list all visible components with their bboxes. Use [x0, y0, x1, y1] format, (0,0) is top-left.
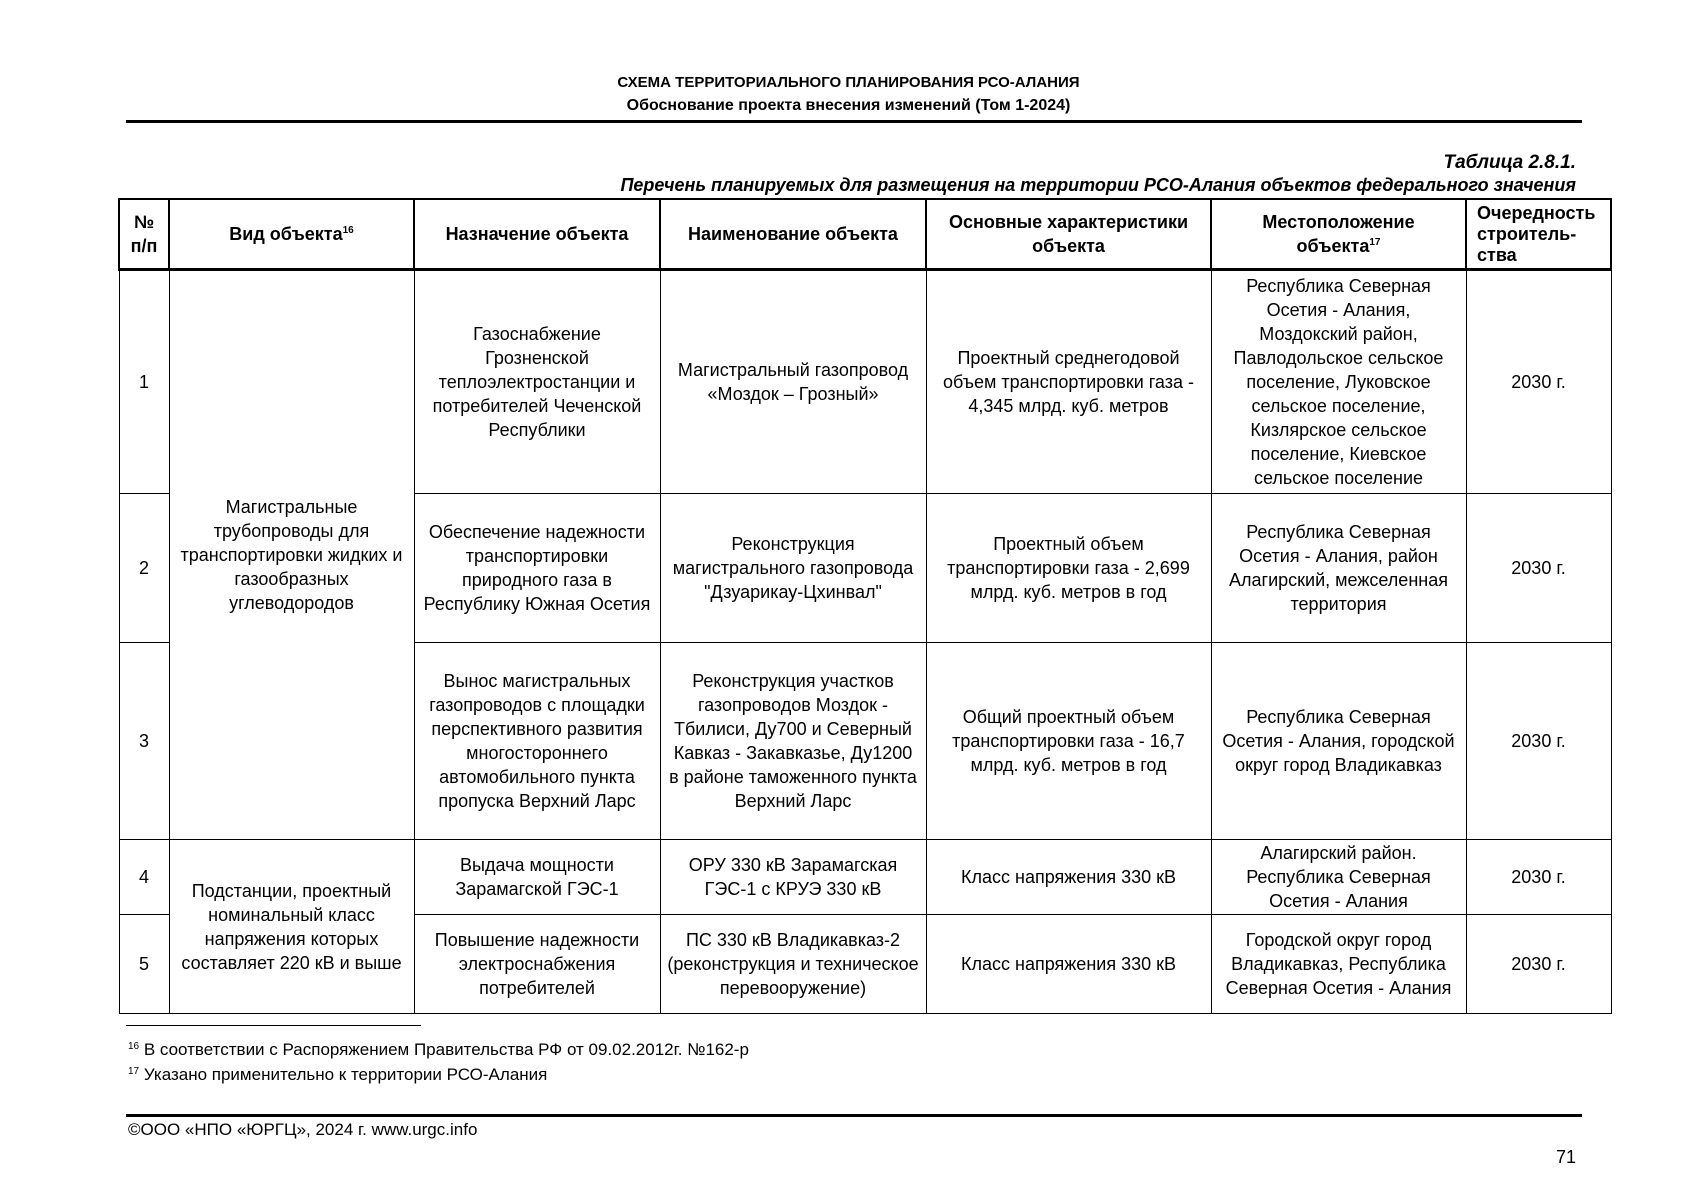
table-row: [119, 270, 1611, 494]
footnote-16: [128, 1040, 749, 1060]
cell-name: ПС 330 кВ Владикавказ-2 (реконструкция и техническое перевооружение): [660, 915, 926, 1014]
page-number: 71: [1555, 1147, 1576, 1167]
table-number: Таблица 2.8.1.: [1443, 152, 1576, 173]
column-header-location-label: Местоположение объекта: [1262, 212, 1415, 256]
cell-name: Реконструкция магистрального газопровода "Дзуарикау-Цхинвал": [660, 494, 926, 643]
cell-characteristics: Проектный среднегодовой объем транспортировки газа - 4,345 млрд. куб. метров: [926, 270, 1211, 494]
cell-characteristics: Проектный объем транспортировки газа - 2,699 млрд. куб. метров в год: [926, 494, 1211, 643]
cell-purpose: Вынос магистральных газопроводов с площадки перспективного развития многостороннего автомобильного пункта пропуска Верхний Ларс: [414, 643, 660, 840]
cell-purpose: Выдача мощности Зарамагской ГЭС-1: [414, 840, 660, 915]
cell-object-type: Магистральные трубопроводы для транспортировки жидких и газообразных углеводородов: [169, 270, 414, 840]
table-header-row: [119, 199, 1611, 270]
cell-characteristics: Общий проектный объем транспортировки газа - 16,7 млрд. куб. метров в год: [926, 643, 1211, 840]
cell-location: Республика Северная Осетия - Алания, район Алагирский, межселенная территория: [1211, 494, 1466, 643]
footer-divider: [126, 1114, 1582, 1117]
footnote-17: [128, 1065, 547, 1085]
table-row: [119, 840, 1611, 915]
column-header-type: [169, 199, 414, 270]
cell-location: Алагирский район. Республика Северная Осетия - Алания: [1211, 840, 1466, 915]
footer-copyright: ©ООО «НПО «ЮРГЦ», 2024 г. www.urgc.info: [128, 1120, 478, 1139]
cell-number: 2: [119, 494, 169, 643]
column-header-location: [1211, 199, 1466, 270]
cell-name: Магистральный газопровод «Моздок – Грозный»: [660, 270, 926, 494]
cell-location: Республика Северная Осетия - Алания, городской округ город Владикавказ: [1211, 643, 1466, 840]
table-caption: Перечень планируемых для размещения на территории РСО-Алания объектов федерального значения: [620, 175, 1576, 195]
footnote-divider: [126, 1025, 421, 1026]
document-header-subtitle: Обоснование проекта внесения изменений (Том 1-2024): [626, 97, 1071, 114]
footnote-text: В соответствии с Распоряжением Правительства РФ от 09.02.2012г. №162-р: [139, 1040, 749, 1059]
column-header-number-line2: п/п: [130, 236, 158, 256]
cell-characteristics: Класс напряжения 330 кВ: [926, 840, 1211, 915]
footnote-ref-17: 17: [1369, 237, 1381, 248]
column-header-type-label: Вид объекта: [229, 224, 343, 244]
cell-number: 3: [119, 643, 169, 840]
cell-location: Республика Северная Осетия - Алания, Моздокский район, Павлодольское сельское поселение, Луковское сельское поселение, Кизлярское сельское поселение, Киевское сельское поселение: [1211, 270, 1466, 494]
cell-name: ОРУ 330 кВ Зарамагская ГЭС-1 с КРУЭ 330 кВ: [660, 840, 926, 915]
column-header-name: Наименование объекта: [660, 199, 926, 270]
cell-order: 2030 г.: [1466, 915, 1611, 1014]
column-header-characteristics: Основные характеристики объекта: [926, 199, 1211, 270]
footnote-text: Указано применительно к территории РСО-Алания: [139, 1065, 548, 1084]
footnote-ref-16: 16: [342, 225, 354, 236]
footnote-marker: 17: [128, 1066, 140, 1077]
cell-order: 2030 г.: [1466, 840, 1611, 915]
document-header-title: СХЕМА ТЕРРИТОРИАЛЬНОГО ПЛАНИРОВАНИЯ РСО-АЛАНИЯ: [617, 74, 1080, 91]
cell-location: Городской округ город Владикавказ, Республика Северная Осетия - Алания: [1211, 915, 1466, 1014]
cell-order: 2030 г.: [1466, 643, 1611, 840]
column-header-number: [119, 199, 169, 270]
cell-order: 2030 г.: [1466, 494, 1611, 643]
cell-number: 1: [119, 270, 169, 494]
footnote-marker: 16: [128, 1041, 140, 1052]
cell-number: 5: [119, 915, 169, 1014]
cell-purpose: Газоснабжение Грозненской теплоэлектростанции и потребителей Чеченской Республики: [414, 270, 660, 494]
federal-objects-table: [118, 198, 1612, 1014]
cell-purpose: Повышение надежности электроснабжения потребителей: [414, 915, 660, 1014]
header-divider: [126, 120, 1582, 123]
cell-characteristics: Класс напряжения 330 кВ: [926, 915, 1211, 1014]
column-header-purpose: Назначение объекта: [414, 199, 660, 270]
cell-order: 2030 г.: [1466, 270, 1611, 494]
column-header-number-line1: №: [133, 212, 155, 232]
column-header-order: Очередность строитель-ства: [1466, 199, 1611, 270]
cell-purpose: Обеспечение надежности транспортировки природного газа в Республику Южная Осетия: [414, 494, 660, 643]
cell-object-type: Подстанции, проектный номинальный класс напряжения которых составляет 220 кВ и выше: [169, 840, 414, 1014]
cell-number: 4: [119, 840, 169, 915]
cell-name: Реконструкция участков газопроводов Моздок - Тбилиси, Ду700 и Северный Кавказ - Закавказье, Ду1200 в районе таможенного пункта Верхний Ларс: [660, 643, 926, 840]
